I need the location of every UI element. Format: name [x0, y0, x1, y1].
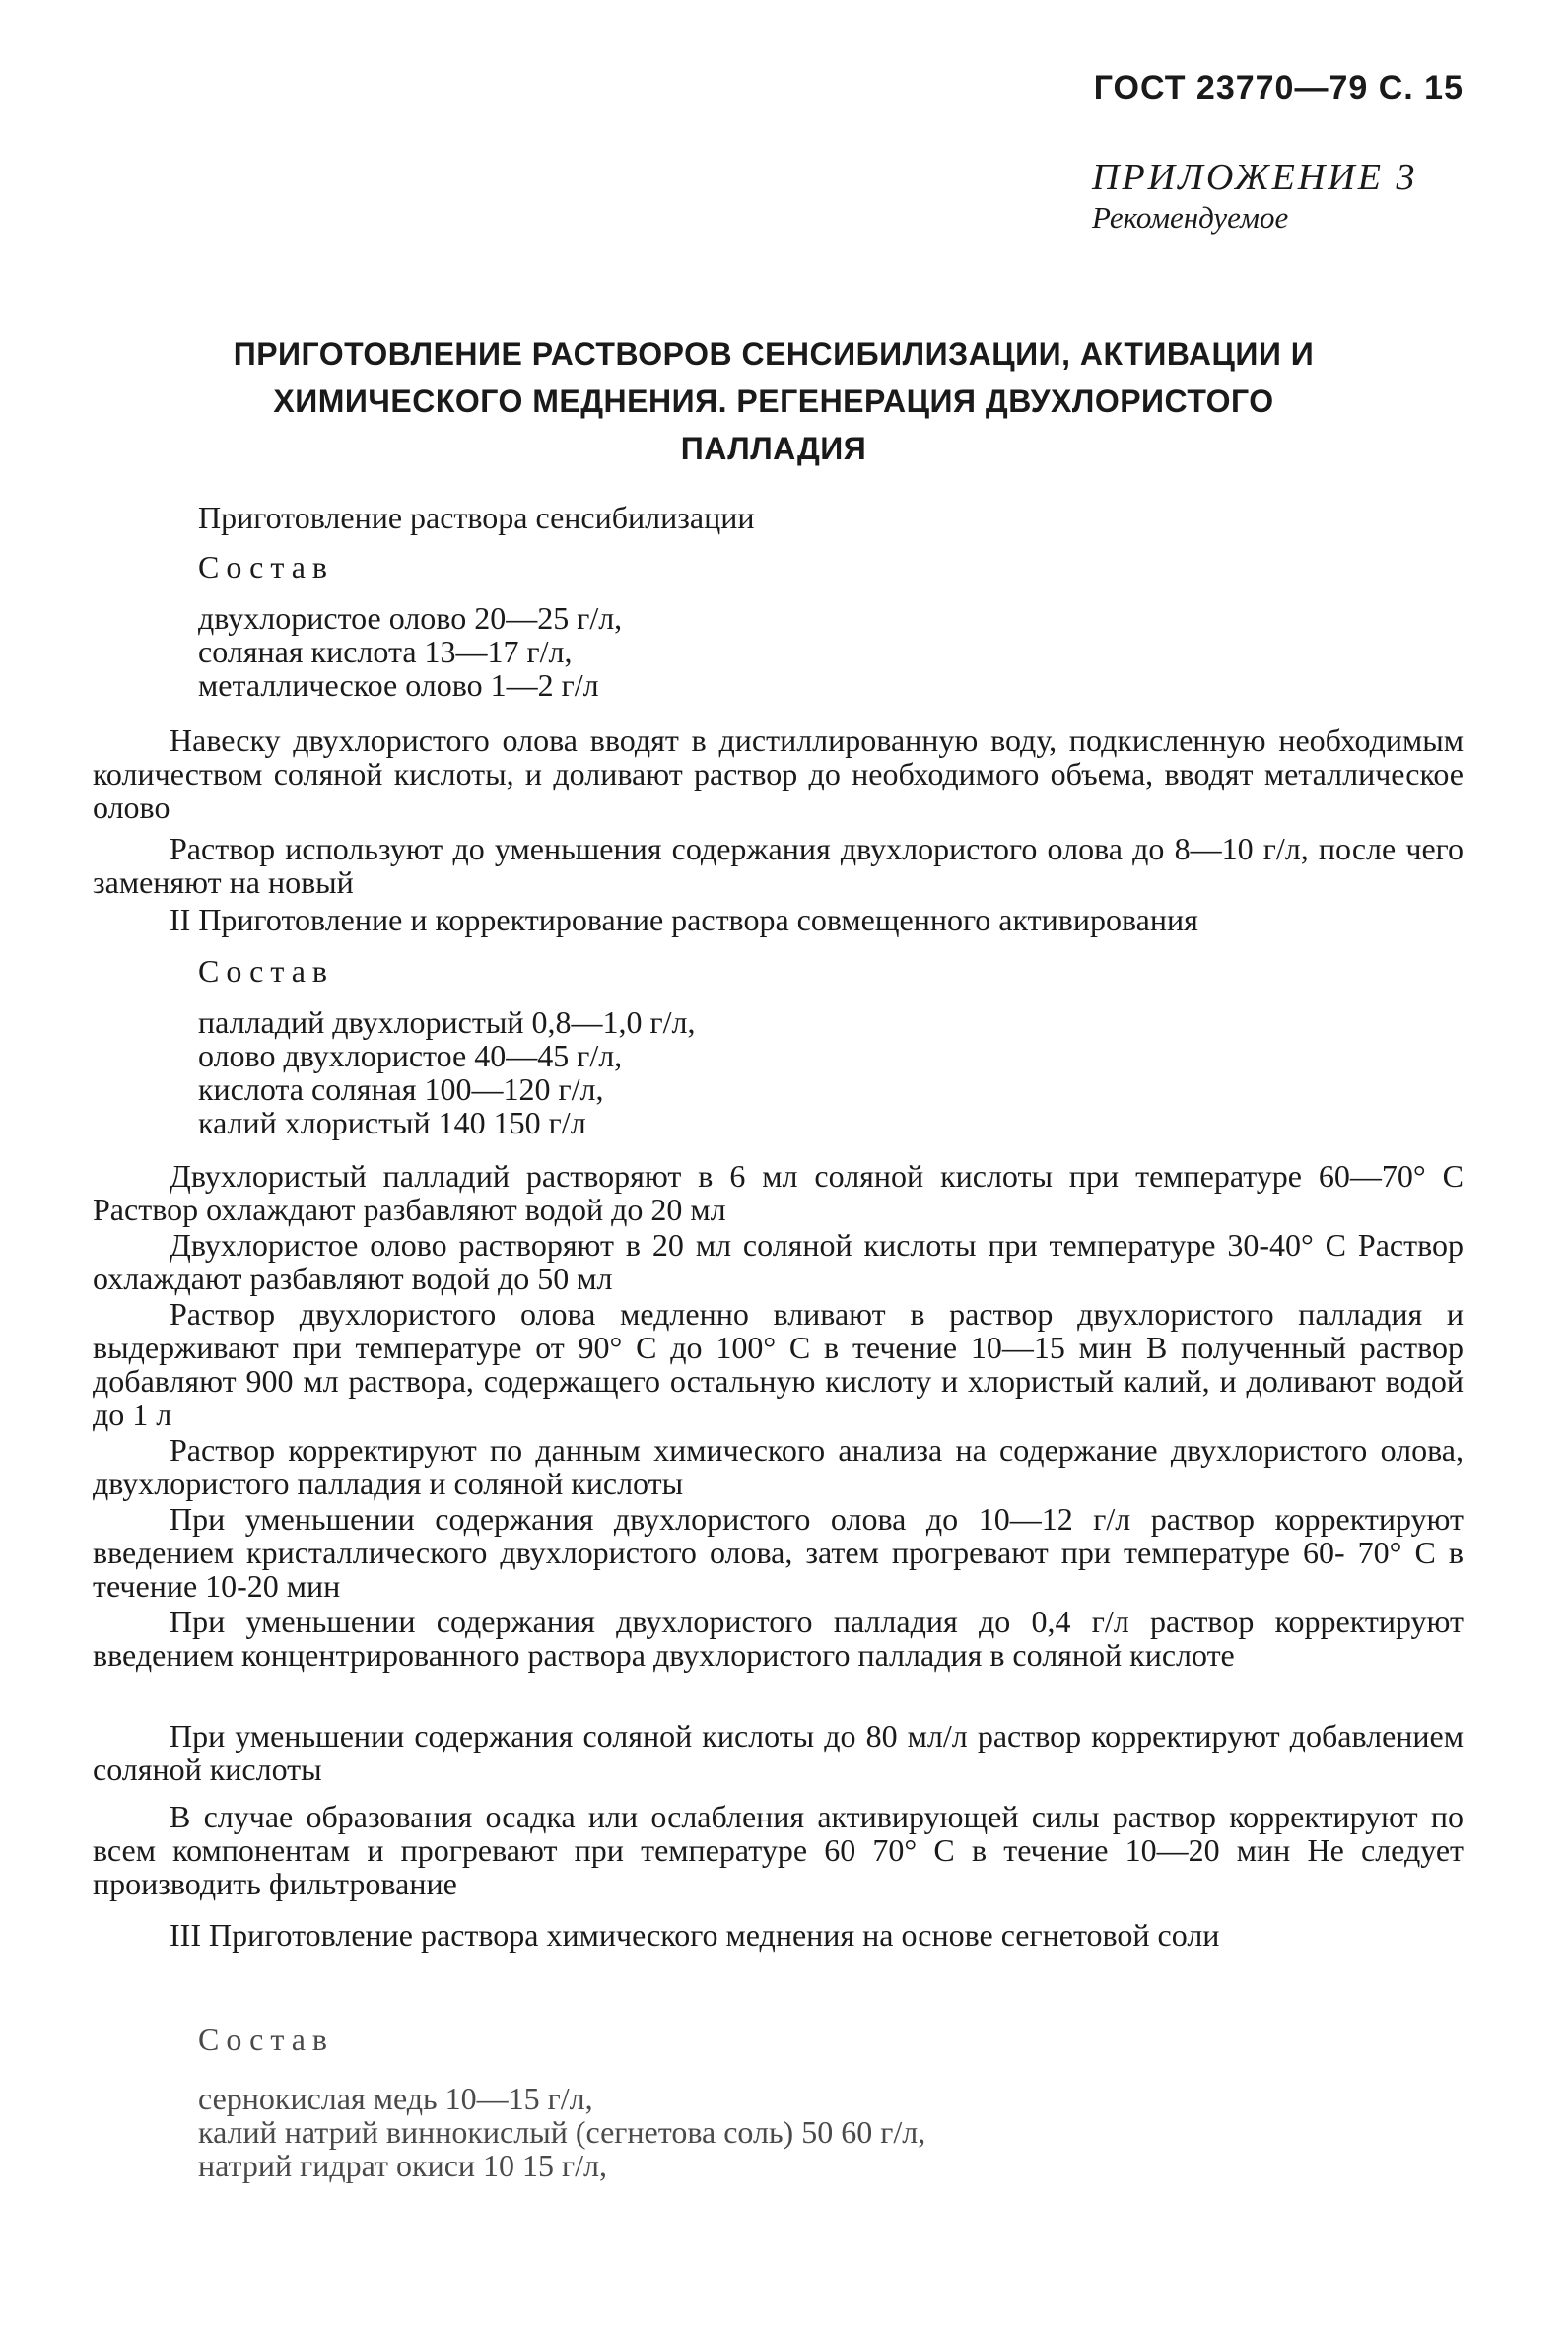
- section3-components: [198, 2082, 925, 2182]
- document-title: ПРИГОТОВЛЕНИЕ РАСТВОРОВ СЕНСИБИЛИЗАЦИИ, АКТИВАЦИИ И ХИМИЧЕСКОГО МЕДНЕНИЯ. РЕГЕНЕРАЦИЯ ДВУХЛОРИСТОГО ПАЛЛАДИЯ: [233, 336, 1315, 466]
- list-item: двухлористое олово 20—25 г/л,: [198, 600, 623, 636]
- list-item: натрий гидрат окиси 10 15 г/л,: [198, 2148, 607, 2183]
- section2-paragraph: При уменьшении содержания двухлористого палладия до 0,4 г/л раствор корректируют введением концентрированного раствора двухлористого палладия в соляной кислоте: [93, 1604, 1464, 1673]
- section1-components: [198, 601, 622, 702]
- section2-paragraph: Двухлористый палладий растворяют в 6 мл соляной кислоты при температуре 60—70° С Раствор охлаждают разбавляют водой до 20 мл: [93, 1158, 1464, 1227]
- section2-paragraph: В случае образования осадка или ослабления активирующей силы раствор корректируют по всем компонентам и прогревают при температуре 60 70° С в течение 10—20 мин Не следует производить фильтрование: [93, 1799, 1464, 1901]
- section2-paragraph: При уменьшении содержания двухлористого олова до 10—12 г/л раствор корректируют введением кристаллического двухлористого олова, затем прогревают при температуре 60- 70° С в течение 10-20 мин: [93, 1501, 1464, 1604]
- list-item: кислота соляная 100—120 г/л,: [198, 1071, 604, 1107]
- section1-composition-label: Состав: [198, 549, 335, 584]
- section2-paragraph: Раствор корректируют по данным химического анализа на содержание двухлористого олова, двухлористого палладия и соляной кислоты: [93, 1432, 1464, 1501]
- list-item: соляная кислота 13—17 г/л,: [198, 634, 573, 669]
- list-item: калий хлористый 140 150 г/л: [198, 1105, 586, 1140]
- list-item: сернокислая медь 10—15 г/л,: [198, 2081, 593, 2116]
- list-item: калий натрий виннокислый (сегнетова соль) 50 60 г/л,: [198, 2114, 926, 2150]
- appendix-status: Рекомендуемое: [1092, 200, 1289, 235]
- section2-paragraph: Двухлористое олово растворяют в 20 мл соляной кислоты при температуре 30-40° С Раствор охлаждают разбавляют водой до 50 мл: [93, 1227, 1464, 1296]
- section2-heading: II Приготовление и корректирование раствора совмещенного активирования: [170, 902, 1198, 937]
- section1-paragraph: Раствор используют до уменьшения содержания двухлористого олова до 8—10 г/л, после чего заменяют на новый: [93, 831, 1464, 900]
- section2-composition-label: Состав: [198, 953, 335, 989]
- section2-paragraph: При уменьшении содержания соляной кислоты до 80 мл/л раствор корректируют добавлением соляной кислоты: [93, 1718, 1464, 1787]
- section1-paragraph: Навеску двухлористого олова вводят в дистиллированную воду, подкисленную необходимым количеством соляной кислоты, и доливают раствор до необходимого объема, вводят металлическое олово: [93, 722, 1464, 825]
- list-item: палладий двухлористый 0,8—1,0 г/л,: [198, 1004, 696, 1040]
- appendix-label-block: [1092, 156, 1417, 237]
- appendix-number: ПРИЛОЖЕНИЕ 3: [1092, 157, 1418, 198]
- list-item: олово двухлористое 40—45 г/л,: [198, 1038, 623, 1073]
- section2-components: [198, 1005, 695, 1139]
- running-head: ГОСТ 23770—79 С. 15: [1093, 69, 1464, 106]
- section1-heading: Приготовление раствора сенсибилизации: [198, 500, 755, 535]
- section3-heading: III Приготовление раствора химического меднения на основе сегнетовой соли: [170, 1917, 1220, 1953]
- section3-composition-label: Состав: [198, 2022, 335, 2057]
- list-item: металлическое олово 1—2 г/л: [198, 667, 599, 703]
- section2-paragraph: Раствор двухлористого олова медленно вливают в раствор двухлористого палладия и выдерживают при температуре от 90° С до 100° С в течение 10—15 мин В полученный раствор добавляют 900 мл раствора, содержащего остальную кислоту и хлористый калий, и доливают водой до 1 л: [93, 1296, 1464, 1432]
